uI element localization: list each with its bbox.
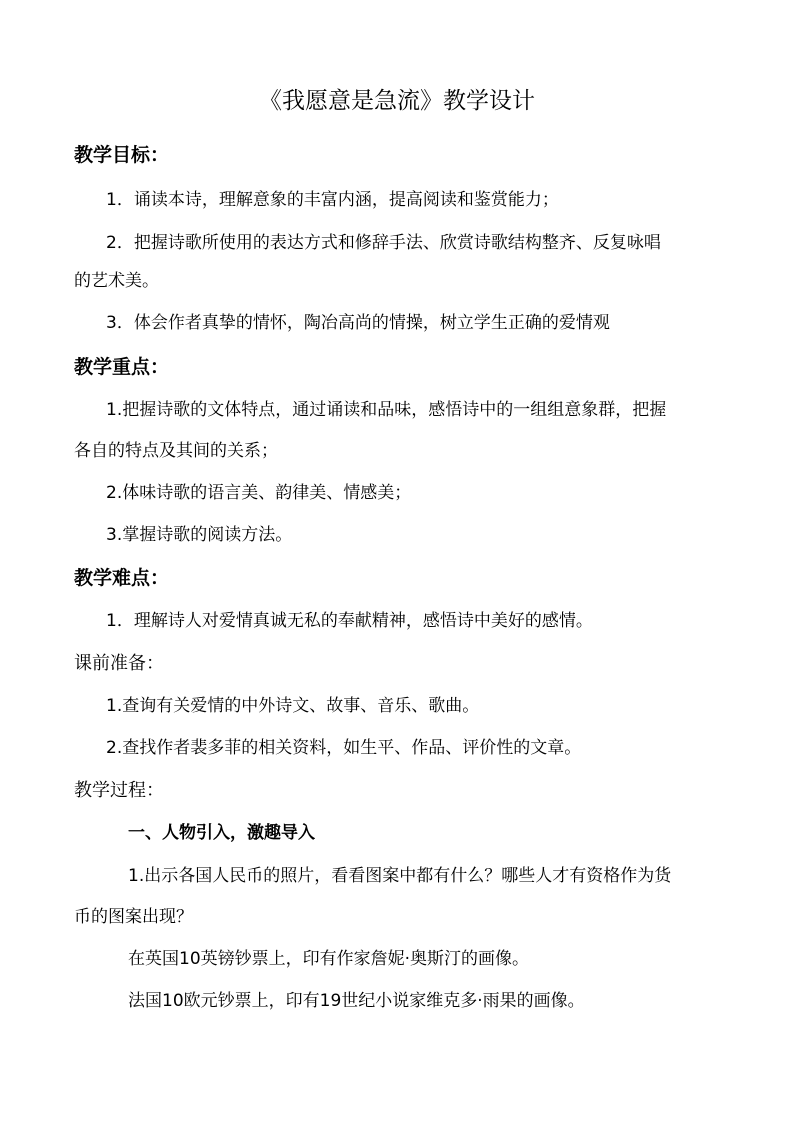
difficulties-heading: 教学难点： <box>74 567 170 589</box>
process-paragraph-1: 1.出示各国人民币的照片，看看图案中都有什么？哪些人才有资格作为货 <box>128 866 672 886</box>
preparation-heading: 课前准备： <box>74 653 164 674</box>
process-paragraph-2: 在英国10英镑钞票上，印有作家詹妮·奥斯汀的画像。 <box>128 949 530 969</box>
difficulty-item-1: 1．理解诗人对爱情真诚无私的奉献精神，感悟诗中美好的感情。 <box>106 611 593 631</box>
key-point-item-2: 2.体味诗歌的语言美、韵律美、情感美； <box>106 483 412 503</box>
key-points-heading: 教学重点： <box>74 356 170 378</box>
objective-item-1: 1．诵读本诗，理解意象的丰富内涵，提高阅读和鉴赏能力； <box>106 190 559 210</box>
process-paragraph-1-cont: 币的图案出现？ <box>74 907 193 927</box>
process-section-1: 一、人物引入，激趣导入 <box>128 823 315 843</box>
objective-item-3: 3．体会作者真挚的情怀，陶冶高尚的情操，树立学生正确的爱情观 <box>106 313 610 333</box>
key-point-item-3: 3.掌握诗歌的阅读方法。 <box>106 525 293 545</box>
key-point-item-1: 1.把握诗歌的文体特点，通过诵读和品味，感悟诗中的一组组意象群，把握 <box>106 400 667 420</box>
preparation-item-2: 2.查找作者裴多菲的相关资料，如生平、作品、评价性的文章。 <box>106 738 582 758</box>
preparation-item-1: 1.查询有关爱情的中外诗文、故事、音乐、歌曲。 <box>106 696 480 716</box>
page-title: 《我愿意是急流》教学设计 <box>259 88 535 114</box>
objectives-heading: 教学目标： <box>74 144 170 166</box>
process-heading: 教学过程： <box>74 780 164 801</box>
key-point-item-1-cont: 各自的特点及其间的关系； <box>74 441 278 461</box>
objective-item-2-cont: 的艺术美。 <box>74 271 159 291</box>
process-paragraph-3: 法国10欧元钞票上，印有19世纪小说家维克多·雨果的画像。 <box>128 991 585 1011</box>
objective-item-2: 2．把握诗歌所使用的表达方式和修辞手法、欣赏诗歌结构整齐、反复咏唱 <box>106 233 661 253</box>
